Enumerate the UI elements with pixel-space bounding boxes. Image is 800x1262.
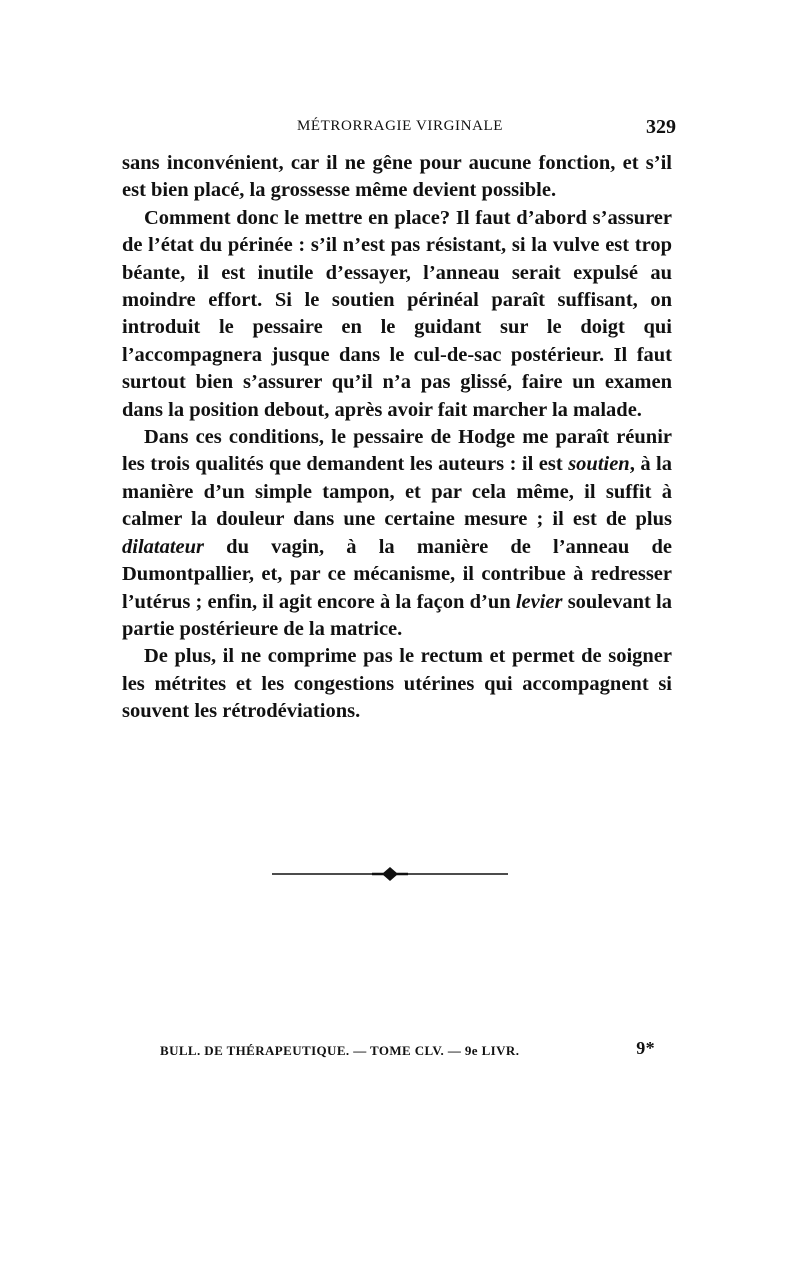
text-run: du vagin, à la manière de l’anneau de Dumontpallier, et, par ce mécanisme, il contribue à redresser l’utérus ; enfin, il agit encore à la façon d’un: [122, 535, 672, 613]
text-run: , à la manière d’un simple tampon, et par cela même, il suffit à calmer la douleur dans une certaine mesure ; il est de plus: [122, 453, 672, 531]
text-run: soulevant la partie postérieure de la matrice.: [122, 590, 672, 640]
signature-line: BULL. DE THÉRAPEUTIQUE. — TOME CLV. — 9e LIVR.: [160, 1043, 520, 1058]
page-number: 329: [646, 116, 676, 138]
italic-term: soutien: [568, 453, 630, 476]
running-head: [122, 116, 678, 140]
running-title: MÉTRORRAGIE VIRGINALE: [296, 118, 504, 134]
body-text: [122, 150, 672, 726]
text-run: sans inconvénient, car il ne gêne pour aucune fonction, et s’il est bien placé, la grossesse même devient possible.: [122, 152, 672, 202]
italic-term: dilatateur: [122, 535, 205, 558]
text-run: Comment donc le mettre en place? Il faut d’abord s’assurer de l’état du périnée : s’il n’est pas résistant, si la vulve est trop béante, il est inutile d’essayer, l’anneau serait expulsé au moindre effort. Si le soutien périnéal paraît suffisant, on introduit le pessaire en le guidant sur le doigt qui l’accompagnera jusque dans le cul-de-sac postérieur. Il faut surtout bien s’assurer qu’il n’a pas glissé, faire un examen dans la position debout, après avoir fait marcher la malade.: [122, 206, 672, 421]
paragraph: [122, 643, 672, 725]
text-run: De plus, il ne comprime pas le rectum et permet de soigner les métrites et les congestions utérines qui accompagnent si souvent les rétrodéviations.: [122, 645, 672, 723]
page-footer: [160, 1038, 655, 1060]
paragraph: [122, 205, 672, 424]
section-divider-ornament: [272, 866, 508, 882]
signature-mark: 9*: [636, 1038, 655, 1058]
italic-term: levier: [515, 590, 563, 613]
text-run: Dans ces conditions, le pessaire de Hodge me paraît réunir les trois qualités que demandent les auteurs : il est: [122, 426, 672, 476]
paragraph: [122, 150, 672, 205]
paragraph: [122, 424, 672, 643]
